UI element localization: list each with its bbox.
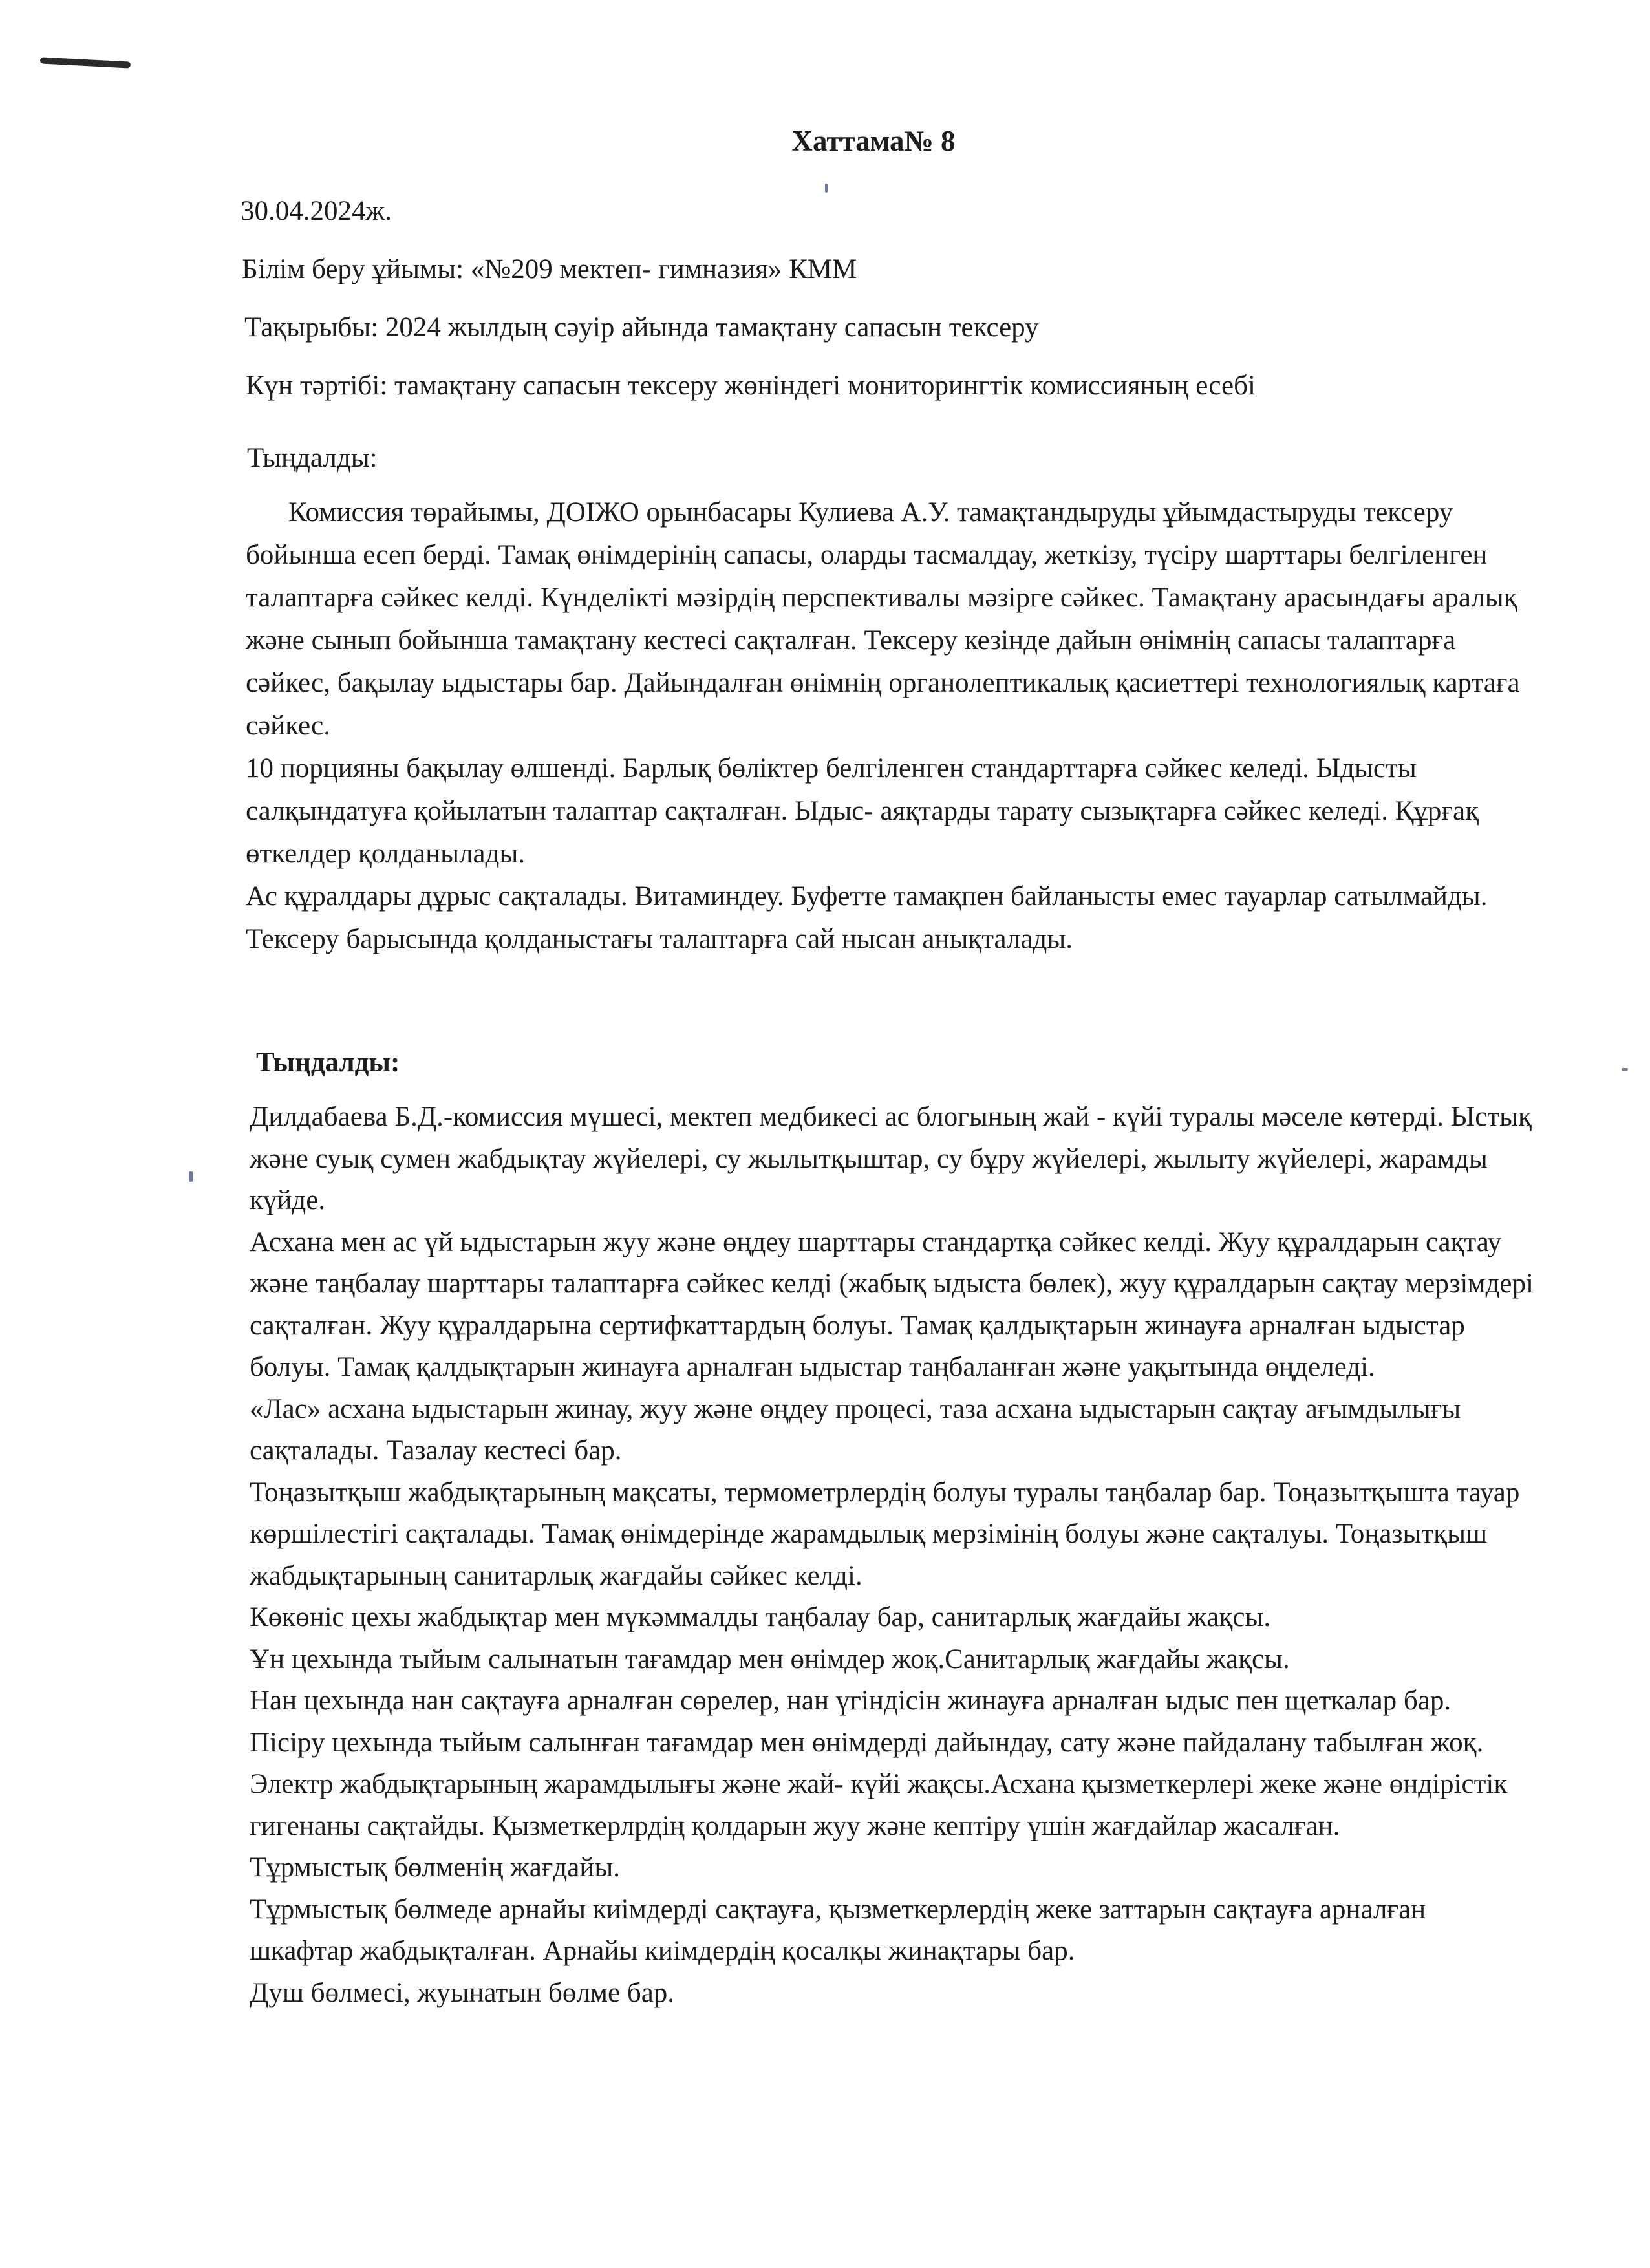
heard-label-1: Тыңдалды: (247, 443, 378, 473)
section-2-paragraph: Көкөніс цехы жабдықтар мен мүкәммалды таңбалау бар, санитарлық жағдайы жақсы. (250, 1602, 1271, 1632)
scan-speck (1622, 1068, 1628, 1071)
section-2-body (250, 1097, 1536, 2014)
section-2-paragraph: Тоңазытқыш жабдықтарының мақсаты, термометрлердің болуы туралы таңбалар бар. Тоңазытқышта тауар көршілестігі сақталады. Тамақ өнімдерінде жарамдылық мерзімінің болуы және сақталуы. Тоңазытқыш жабдықтарының санитарлық жағдайы сәйкес келді. (250, 1477, 1520, 1591)
organization-line: Білім беру ұйымы: «№209 мектеп- гимназия» КММ (242, 254, 857, 284)
section-1-paragraph: Комиссия төрайымы, ДОІЖО орынбасары Кулиева А.У. тамақтандыруды ұйымдастыруды тексеру бойынша есеп берді. Тамақ өнімдерінің сапасы, оларды тасмалдау, жеткізу, түсіру шарттары белгіленген талаптарға сәйкес келді. Күнделікті мәзірдің перспективалы мәзірге сәйкес. Тамақтану арасындағы аралық және сынып бойынша тамақтану кестесі сақталған. Тексеру кезінде дайын өнімнің сапасы талаптарға сәйкес, бақылау ыдыстары бар. Дайындалған өнімнің органолептикалық қасиеттері технологиялық картаға сәйкес. (246, 497, 1520, 741)
section-2-paragraph: Асхана мен ас үй ыдыстарын жуу және өңдеу шарттары стандартқа сәйкес келді. Жуу құралдарын сақтау және таңбалау шарттары талаптарға сәйкес келді (жабық ыдыста бөлек), жуу құралдарын сақтау мерзімдері сақталған. Жуу құралдарына сертифкаттардың болуы. Тамақ қалдықтарын жинауға арналған ыдыстар болуы. Тамақ қалдықтарын жинауға арналған ыдыстар таңбаланған және уақытында өңделеді. (250, 1226, 1534, 1382)
document-title: Хаттама№ 8 (791, 125, 956, 157)
section-2-paragraph: Душ бөлмесі, жуынатын бөлме бар. (250, 1977, 675, 2008)
section-2-paragraph: Тұрмыстық бөлмеде арнайы киімдерді сақтауға, қызметкерлердің жеке заттарын сақтауға арналған шкафтар жабдықталған. Арнайы киімдердің қосалқы жинақтары бар. (250, 1894, 1426, 1966)
section-2-paragraph: Пісіру цехында тыйым салынған тағамдар мен өнімдерді дайындау, сату және пайдалану табылған жоқ. Электр жабдықтарының жарамдылығы және жай- күйі жақсы.Асхана қызметкерлері жеке және өндірістік гигенаны сақтайды. Қызметкерлрдің қолдарын жуу және кептіру үшін жағдайлар жасалған. (250, 1727, 1508, 1841)
pen-mark (40, 57, 131, 68)
section-1-paragraph: Ас құралдары дұрыс сақталады. Витаминдеу. Буфетте тамақпен байланысты емес тауарлар сатылмайды. Тексеру барысында қолданыстағы талаптарға сай нысан анықталады. (246, 881, 1488, 954)
section-2-paragraph: Нан цехында нан сақтауға арналған сөрелер, нан үгіндісін жинауға арналған ыдыс пен щеткалар бар. (250, 1685, 1452, 1716)
scan-speck (189, 1171, 193, 1182)
section-2-paragraph: Ұн цехында тыйым салынатын тағамдар мен өнімдер жоқ.Санитарлық жағдайы жақсы. (250, 1643, 1290, 1674)
section-1-body (246, 491, 1532, 961)
section-2-paragraph: Тұрмыстық бөлменің жағдайы. (250, 1852, 621, 1883)
scan-speck (825, 184, 828, 193)
topic-line: Тақырыбы: 2024 жылдың сәуір айында тамақтану сапасын тексеру (244, 312, 1039, 343)
document-date: 30.04.2024ж. (241, 196, 392, 226)
section-1-paragraph: 10 порцияны бақылау өлшенді. Барлық бөліктер белгіленген стандарттарға сәйкес келеді. Ыдысты салқындатуға қойылатын талаптар сақталған. Ыдыс- аяқтарды тарату сызықтарға сәйкес келеді. Құрғақ өткелдер қолданылады. (246, 753, 1479, 869)
heard-label-2: Тыңдалды: (256, 1047, 400, 1078)
agenda-line: Күн тәртібі: тамақтану сапасын тексеру жөніндегі мониторингтік комиссияның есебі (246, 370, 1256, 401)
section-2-paragraph: Дилдабаева Б.Д.-комиссия мүшесі, мектеп медбикесі ас блогының жай - күйі туралы мәселе көтерді. Ыстық және суық сумен жабдықтау жүйелері, су жылытқыштар, су бұру жүйелері, жылыту жүйелері, жарамды күйде. (250, 1102, 1532, 1215)
section-2-paragraph: «Лас» асхана ыдыстарын жинау, жуу және өңдеу процесі, таза асхана ыдыстарын сақтау ағымдылығы сақталады. Тазалау кестесі бар. (250, 1393, 1461, 1466)
